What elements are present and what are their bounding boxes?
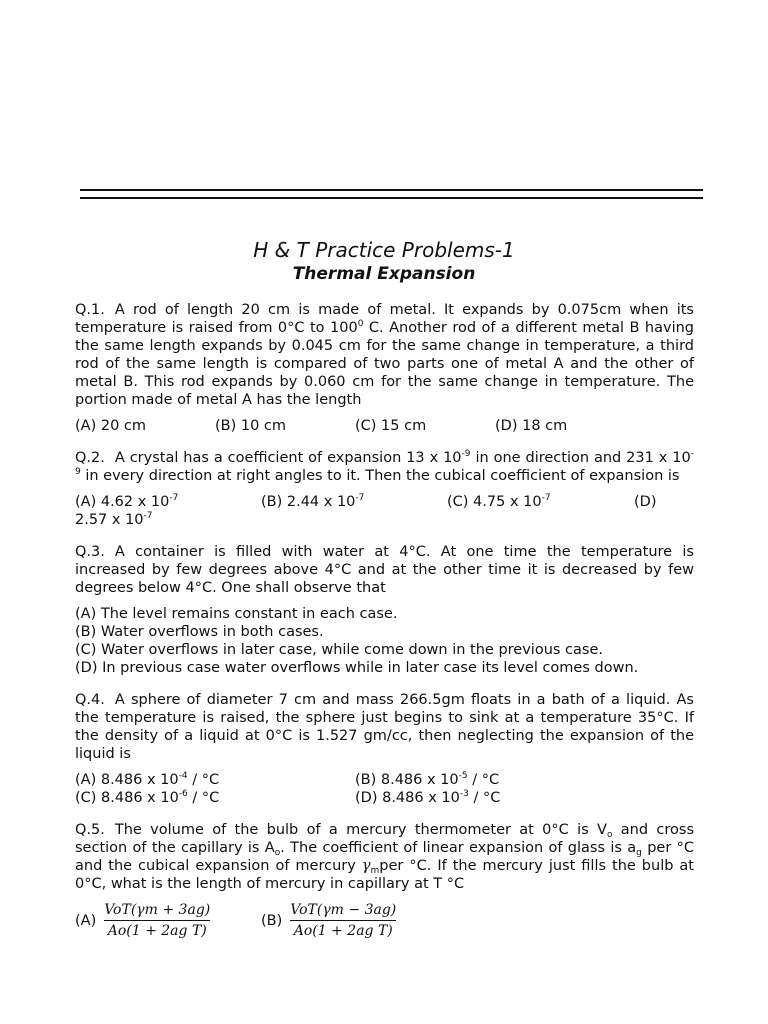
question-3-options (75, 605, 694, 677)
problems-body (75, 301, 694, 940)
option-c: (C) 4.75 x $10^{-7}$ (447, 493, 551, 510)
question-text: A crystal has a coefficient of expansion 13 x 10 (114, 450, 462, 466)
question-number: Q.4. (75, 692, 105, 708)
top-rule (80, 189, 703, 191)
question-4 (75, 691, 694, 763)
option-a: (A) 4.62 x $10^{-7}$ (75, 493, 179, 510)
option-d: (D) 8.486 x $10^{-3} / ^\circ C$ (355, 789, 501, 806)
fraction-a (104, 901, 210, 940)
option-d: (D) In previous case water overflows while in later case its level comes down. (75, 660, 639, 676)
option-d: (D) 18 cm (495, 418, 568, 434)
option-b: (B) $\frac{\text{VoT(γm − 3ag)}}{\text{Ao(1 + 2ag T)}}$ (261, 902, 397, 939)
question-2 (75, 449, 694, 485)
option-a: (A) The level remains constant in each case. (75, 606, 398, 622)
question-number: Q.2. (75, 450, 105, 466)
question-2-options (75, 493, 694, 529)
question-text: A sphere of diameter 7 cm and mass 266.5gm floats in a bath of a liquid. As the temperature is raised, the sphere just begins to sink at a temperature 35°C. If the density of a liquid at 0°C is 1.527 gm/cc, then neglecting the expansion of the liquid is (75, 692, 694, 762)
question-number: Q.5. (75, 822, 105, 838)
question-text-cont: in one direction and 231 x 10 (470, 450, 691, 466)
question-1 (75, 301, 694, 409)
question-text-end: in every direction at right angles to it. Then the cubical coefficient of expansion is (80, 468, 680, 484)
question-number: Q.1. (75, 302, 105, 318)
option-b: (B) 2.44 x $10^{-7}$ (261, 493, 365, 510)
option-c: (C) Water overflows in later case, while come down in the previous case. (75, 642, 603, 658)
question-5-options (75, 901, 694, 940)
option-a: (A) 20 cm (75, 418, 146, 434)
page-subtitle: Thermal Expansion (292, 264, 476, 284)
option-d-label: (D) (634, 494, 657, 510)
superscript: 0 (357, 319, 364, 329)
option-b: (B) 10 cm (215, 418, 287, 434)
question-text: A rod of length 20 cm is made of metal. It expands by 0.075cm when its temperature is raised from 0°C to 100 (75, 302, 694, 336)
option-a: (A) $\frac{\text{VoT(γm + 3ag)}}{\text{Ao(1 + 2ag T)}}$ (75, 902, 211, 939)
question-5: Q.5. The volume of the bulb of a mercury thermometer at 0°C is $V_o$ and cross section of the capillary is $A_o$. The coefficient of linear expansion of glass is $a_g$ per °C and the cubical expansion of mercury $\gamma_mper$ °C. If the mercury just fills the bulb at 0°C, what is the length of mercury in capillary at T °C (75, 822, 695, 892)
option-c: (C) 8.486 x $10^{-6} / ^\circ C$ (75, 789, 220, 806)
question-number: Q.3. (75, 544, 105, 560)
option-c: (C) 15 cm (355, 418, 427, 434)
option-b: (B) Water overflows in both cases. (75, 624, 324, 640)
numerator: VoT(γm − 3ag) (290, 902, 397, 918)
question-3 (75, 543, 694, 597)
denominator: Ao(1 + 2ag T) (107, 923, 207, 939)
option-b: (B) 8.486 x $10^{-5} / ^\circ C$ (355, 771, 500, 788)
numerator: VoT(γm + 3ag) (104, 902, 211, 918)
option-a: (A) 8.486 x $10^{-4} / ^\circ C$ (75, 771, 220, 788)
question-1-options (75, 417, 694, 435)
superscript: -9 (461, 449, 471, 459)
question-4-options (75, 771, 694, 807)
question-text-cont: C. Another rod of a different metal B having the same length expands by 0.045 cm for the same change in temperature, a third rod of the same length is compared of two parts one of metal A and the other of metal B. This rod expands by 0.060 cm for the same change in temperature. The portion made of metal A has the length (75, 320, 694, 408)
option-d-value: 2.57 x $10^{-7}$ (75, 511, 153, 528)
question-text: A container is filled with water at 4°C. At one time the temperature is increased by few degrees above 4°C and at the other time it is decreased by few degrees below 4°C. One shall observe that (75, 544, 694, 596)
fraction-b (290, 901, 396, 940)
page-title: H & T Practice Problems-1 (253, 238, 515, 262)
superscript: -9 (75, 449, 694, 477)
top-rule-second (80, 197, 703, 199)
denominator: Ao(1 + 2ag T) (293, 923, 393, 939)
